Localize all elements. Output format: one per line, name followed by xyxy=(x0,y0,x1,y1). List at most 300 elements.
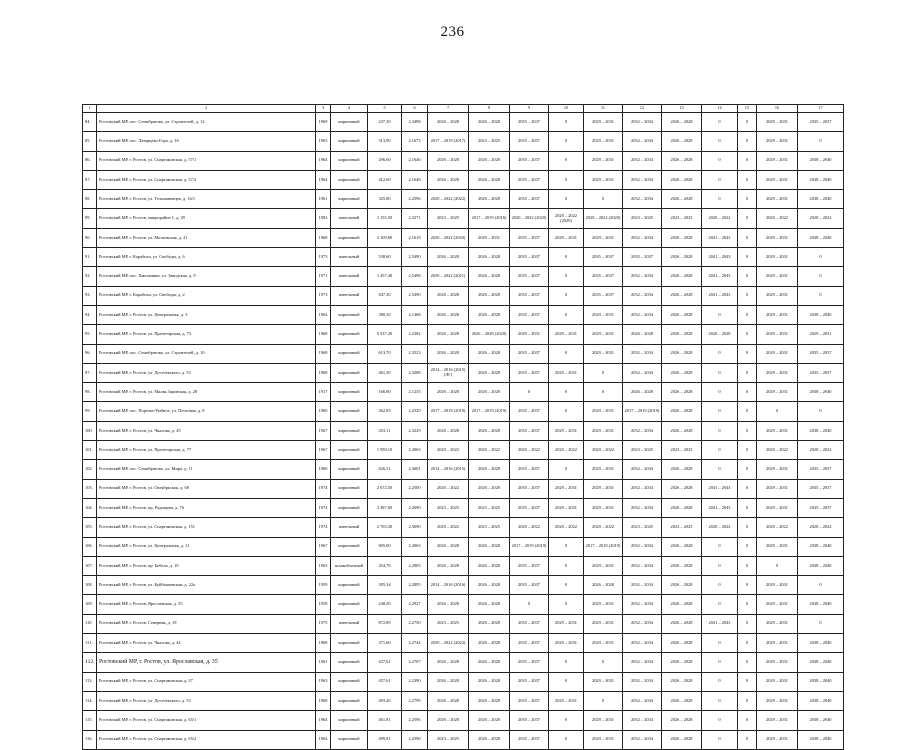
table-cell: 2029 – 2031 xyxy=(584,595,623,614)
table-cell: 2026 – 2028 xyxy=(469,421,510,440)
table-cell: 0 xyxy=(702,344,738,363)
table-cell: 2026 – 2028 xyxy=(623,325,662,344)
table-row xyxy=(83,402,844,421)
table-cell: 0 xyxy=(702,730,738,749)
table-cell: 1968 xyxy=(316,691,331,710)
table-cell: 1974 xyxy=(316,498,331,517)
table-cell: 2032 – 2034 xyxy=(623,479,662,498)
table-row xyxy=(83,170,844,189)
table-cell: 2020 – 2022 xyxy=(757,209,798,228)
table-cell: 1973 xyxy=(316,286,331,305)
table-cell: 2020 – 2022 xyxy=(549,518,584,537)
table-cell: 0 xyxy=(702,402,738,421)
column-number-cell: 10 xyxy=(549,105,584,113)
table-row xyxy=(83,151,844,170)
table-cell: 2035 – 2037 xyxy=(584,248,623,267)
table-cell: 1964 xyxy=(316,170,331,189)
table-cell: 2026 – 2028 xyxy=(469,479,510,498)
table-cell: 0 xyxy=(798,614,844,633)
table-cell: 0 xyxy=(549,595,584,614)
table-cell: 2029 – 2031 xyxy=(757,228,798,247)
table-cell: 0 xyxy=(702,363,738,382)
table-cell: 0 xyxy=(798,248,844,267)
table-cell: 2026 – 2028 xyxy=(662,228,702,247)
table-cell: 2041 – 2043 xyxy=(702,479,738,498)
table-cell: 2032 – 2034 xyxy=(623,151,662,170)
table-cell: 1967 xyxy=(316,441,331,460)
table-cell: 1971 xyxy=(316,267,331,286)
table-cell: 2020 – 2022 xyxy=(510,441,549,460)
table-cell: 2032 – 2034 xyxy=(623,228,662,247)
table-cell: 2029 – 2031 xyxy=(584,479,623,498)
table-row xyxy=(83,363,844,382)
row-number-cell: 104. xyxy=(83,498,97,517)
table-cell: 0 xyxy=(702,672,738,691)
table-cell: 0 xyxy=(549,556,584,575)
row-number-cell: 106. xyxy=(83,537,97,556)
table-cell: 2026 – 2028 xyxy=(469,537,510,556)
table-cell: 2032 – 2034 xyxy=(623,614,662,633)
table-cell: 2041 – 2043 xyxy=(702,286,738,305)
table-cell: 2,1646 xyxy=(402,151,428,170)
table-cell: 2026 – 2028 xyxy=(469,305,510,324)
table-cell: 1975 xyxy=(316,614,331,633)
table-cell: кирпичный xyxy=(331,383,368,402)
table-cell: 2,2895 xyxy=(402,576,428,595)
table-cell: 2035 – 2037 xyxy=(798,363,844,382)
address-cell: Ростовский МР, г. Ростов, ул. Ярославская, д. 35 xyxy=(97,653,316,672)
table-cell: 905,00 xyxy=(368,537,402,556)
table-cell: 1958 xyxy=(316,595,331,614)
table-cell: 1969 xyxy=(316,113,331,132)
table-cell: 2020 – 2022 (2020) xyxy=(510,209,549,228)
table-cell: 2026 – 2028 xyxy=(662,421,702,440)
address-cell: Ростовский МР, г. Ростов, ул. Пролетарская, д. 77 xyxy=(97,441,316,460)
table-cell: 0 xyxy=(702,634,738,653)
table-cell: 2023 – 2025 xyxy=(428,498,469,517)
table-cell: 2029 – 2031 xyxy=(549,363,584,382)
table-cell: 1967 xyxy=(316,537,331,556)
table-cell: 2020 – 2022 xyxy=(584,518,623,537)
table-cell: 0 xyxy=(738,595,757,614)
table-cell: 296,60 xyxy=(368,151,402,170)
table-row xyxy=(83,190,844,209)
table-cell: 2023 – 2025 xyxy=(662,518,702,537)
table-cell: 2026 – 2028 xyxy=(662,634,702,653)
table-cell: 0 xyxy=(702,421,738,440)
table-cell: 2026 – 2028 xyxy=(469,730,510,749)
table-cell: 2032 – 2034 xyxy=(623,344,662,363)
table-row xyxy=(83,537,844,556)
table-cell: 0 xyxy=(702,711,738,730)
table-cell: 0 xyxy=(738,209,757,228)
table-cell: 0 xyxy=(738,151,757,170)
table-cell: 2020 – 2022 xyxy=(584,441,623,460)
table-cell: 2029 – 2031 xyxy=(549,421,584,440)
table-cell: 2026 – 2028 xyxy=(662,479,702,498)
table-row xyxy=(83,595,844,614)
table-cell: 2026 – 2028 xyxy=(428,344,469,363)
table-cell: 2026 – 2028 xyxy=(469,344,510,363)
table-cell: кирпичный xyxy=(331,363,368,382)
table-cell: 1974 xyxy=(316,518,331,537)
table-cell: 2,2707 xyxy=(402,653,428,672)
table-cell: 2,1235 xyxy=(402,383,428,402)
column-number-cell: 13 xyxy=(662,105,702,113)
table-cell: кирпичный xyxy=(331,151,368,170)
table-cell: 0 xyxy=(549,151,584,170)
table-cell: 2023 – 2025 xyxy=(623,209,662,228)
table-cell: 847,30 xyxy=(368,286,402,305)
table-cell: 1964 xyxy=(316,730,331,749)
table-cell: 0 xyxy=(549,248,584,267)
column-number-cell: 3 xyxy=(316,105,331,113)
table-cell: 2035 – 2037 xyxy=(510,113,549,132)
table-cell: 1 457,40 xyxy=(368,267,402,286)
table-cell: 2035 – 2037 xyxy=(510,363,549,382)
address-cell: Ростовский МР, г. Ростов, ул. Куйбышевская, д. 22а xyxy=(97,576,316,595)
table-cell: 2029 – 2031 xyxy=(584,730,623,749)
table-cell: 2032 – 2034 xyxy=(623,730,662,749)
table-cell: 2020 – 2022 xyxy=(428,518,469,537)
row-number-cell: 85. xyxy=(83,132,97,151)
table-cell: 2 109,80 xyxy=(368,228,402,247)
row-number-cell: 109. xyxy=(83,595,97,614)
table-cell: панельный xyxy=(331,286,368,305)
table-cell: 2029 – 2031 xyxy=(757,672,798,691)
table-cell: 2029 – 2031 xyxy=(757,711,798,730)
table-cell: 2035 – 2037 xyxy=(510,576,549,595)
table-cell: 0 xyxy=(549,267,584,286)
table-cell: 248,50 xyxy=(368,595,402,614)
table-cell: 0 xyxy=(738,286,757,305)
table-cell: 2026 – 2028 xyxy=(428,421,469,440)
table-cell: 2,3288 xyxy=(402,363,428,382)
table-cell: 2029 – 2031 xyxy=(757,653,798,672)
table-cell: 626,31 xyxy=(368,460,402,479)
table-cell: 1968 xyxy=(316,325,331,344)
table-cell: 2029 – 2031 xyxy=(757,190,798,209)
table-cell: панельный xyxy=(331,267,368,286)
table-cell: 0 xyxy=(549,286,584,305)
table-cell: 2026 – 2028 xyxy=(662,653,702,672)
table-cell: 313,99 xyxy=(368,132,402,151)
table-cell: 2029 – 2031 xyxy=(757,363,798,382)
row-number-cell: 116. xyxy=(83,730,97,749)
table-cell: 2032 – 2034 xyxy=(623,653,662,672)
table-cell: 0 xyxy=(510,595,549,614)
table-cell: 2020 – 2022 (2020) xyxy=(584,209,623,228)
table-cell: 2026 – 2028 xyxy=(702,325,738,344)
row-number-cell: 92. xyxy=(83,267,97,286)
table-cell: 0 xyxy=(549,730,584,749)
row-number-cell: 91. xyxy=(83,248,97,267)
table-cell: кирпичный xyxy=(331,634,368,653)
table-cell: 1961 xyxy=(316,190,331,209)
table-cell: 2032 – 2034 xyxy=(623,286,662,305)
address-cell: Ростовский МР, г. Ростов, ул. Тельмановцев, д. 16/1 xyxy=(97,190,316,209)
table-cell: 0 xyxy=(738,363,757,382)
table-cell: 2026 – 2028 xyxy=(662,402,702,421)
table-cell: 2014 – 2016 (2016) xyxy=(428,576,469,595)
table-cell: 2029 – 2031 xyxy=(549,479,584,498)
table-cell: 0 xyxy=(584,190,623,209)
table-cell: 2026 – 2028 xyxy=(428,286,469,305)
table-cell: 2,5690 xyxy=(402,518,428,537)
table-cell: 2,2596 xyxy=(402,190,428,209)
table-cell: 2032 – 2034 xyxy=(623,132,662,151)
table-cell: 2029 – 2031 xyxy=(757,614,798,633)
address-cell: Ростовский МР, пос. Лазарцево-Гора, д. 16 xyxy=(97,132,316,151)
table-cell: 2017 – 2019 (2019) xyxy=(510,537,549,556)
table-cell: 2,5490 xyxy=(402,248,428,267)
row-number-cell: 94. xyxy=(83,305,97,324)
table-cell: 0 xyxy=(738,441,757,460)
table-row xyxy=(83,132,844,151)
table-cell: 2,2500 xyxy=(402,479,428,498)
row-number-cell: 97. xyxy=(83,363,97,382)
table-cell: 2,2063 xyxy=(402,441,428,460)
table-cell: 2020 – 2022 xyxy=(757,441,798,460)
table-cell: 0 xyxy=(738,634,757,653)
address-cell: Ростовский МР, г. Карабиха, ул. Свободы, д. 2 xyxy=(97,286,316,305)
table-cell: 2026 – 2028 xyxy=(428,711,469,730)
table-row xyxy=(83,267,844,286)
table-cell: 5 537,20 xyxy=(368,325,402,344)
table-cell: 0 xyxy=(702,576,738,595)
table-cell: 2,1646 xyxy=(402,170,428,189)
table-cell: 2023 – 2025 xyxy=(623,441,662,460)
table-cell: 2026 – 2028 xyxy=(469,576,510,595)
row-number-cell: 95. xyxy=(83,325,97,344)
table-cell: 380,30 xyxy=(368,305,402,324)
table-cell: 2026 – 2028 xyxy=(428,151,469,170)
table-cell: 0 xyxy=(510,383,549,402)
table-cell: 2032 – 2034 xyxy=(623,672,662,691)
address-cell: Ростовский МР, г. Ростов, ул. Центральная, д. 11 xyxy=(97,537,316,556)
table-cell: 0 xyxy=(702,190,738,209)
table-cell: 2026 – 2028 xyxy=(662,730,702,749)
table-cell: 1964 xyxy=(316,711,331,730)
table-cell: 2029 – 2031 xyxy=(469,228,510,247)
table-cell: 2041 – 2043 xyxy=(702,248,738,267)
row-number-cell: 108. xyxy=(83,576,97,595)
table-cell: кирпичный xyxy=(331,170,368,189)
table-cell: 2029 – 2031 xyxy=(584,305,623,324)
table-cell: панельный xyxy=(331,614,368,633)
table-cell: 2026 – 2028 xyxy=(469,595,510,614)
table-cell: 2038 – 2040 xyxy=(798,151,844,170)
table-cell: 2029 – 2031 xyxy=(584,421,623,440)
table-cell: 2035 – 2037 xyxy=(510,190,549,209)
table-cell: 2026 – 2028 xyxy=(469,170,510,189)
table-cell: 2029 – 2031 xyxy=(584,344,623,363)
table-cell: 0 xyxy=(549,576,584,595)
table-cell: 0 xyxy=(549,537,584,556)
table-cell: 2026 – 2028 xyxy=(428,113,469,132)
table-cell: 0 xyxy=(702,537,738,556)
table-cell: 0 xyxy=(584,691,623,710)
table-cell: 1964 xyxy=(316,305,331,324)
column-number-cell: 7 xyxy=(428,105,469,113)
column-number-cell: 5 xyxy=(368,105,402,113)
row-number-cell: 114. xyxy=(83,691,97,710)
table-cell: 2032 – 2034 xyxy=(623,190,662,209)
table-cell: 2026 – 2028 xyxy=(662,383,702,402)
table-cell: 166,00 xyxy=(368,383,402,402)
table-cell: 2035 – 2037 xyxy=(510,498,549,517)
table-cell: 412,60 xyxy=(368,170,402,189)
table-cell: 0 xyxy=(549,190,584,209)
table-cell: 0 xyxy=(738,383,757,402)
table-cell: 1917 xyxy=(316,383,331,402)
row-number-cell: 102. xyxy=(83,460,97,479)
table-cell: 2029 – 2031 xyxy=(757,691,798,710)
table-cell: 453,11 xyxy=(368,421,402,440)
table-cell: 2026 – 2028 xyxy=(662,248,702,267)
table-cell: 2020 – 2022 xyxy=(549,441,584,460)
table-cell: 2026 – 2028 xyxy=(428,672,469,691)
table-cell: 237,30 xyxy=(368,113,402,132)
table-cell: 0 xyxy=(798,402,844,421)
table-cell: 2026 – 2028 xyxy=(428,170,469,189)
address-cell: Ростовский МР, г. Ростов, пр. Радищева, д. 76 xyxy=(97,498,316,517)
table-cell: 2026 – 2028 (2020) xyxy=(469,325,510,344)
table-cell: 2,2905 xyxy=(402,556,428,575)
table-cell: 2035 – 2037 xyxy=(798,460,844,479)
table-row xyxy=(83,576,844,595)
address-cell: Ростовский МР, г. Ростов, ул. Спартаковская, д. 57/2 xyxy=(97,170,316,189)
table-cell: 2029 – 2031 xyxy=(584,228,623,247)
table-cell: 2032 – 2034 xyxy=(623,267,662,286)
table-cell: 872,89 xyxy=(368,614,402,633)
table-cell: 0 xyxy=(738,730,757,749)
table-cell: 2035 – 2037 xyxy=(510,228,549,247)
table-row xyxy=(83,228,844,247)
table-cell: 2035 – 2037 xyxy=(584,286,623,305)
table-cell: 2026 – 2028 xyxy=(584,576,623,595)
table-row xyxy=(83,113,844,132)
table-row xyxy=(83,325,844,344)
table-cell: 1967 xyxy=(316,421,331,440)
table-cell: 1983 xyxy=(316,209,331,228)
table-cell: 2029 – 2031 xyxy=(584,634,623,653)
table-cell: 1959 xyxy=(316,576,331,595)
table-cell: 0 xyxy=(757,402,798,421)
table-cell: 0 xyxy=(738,305,757,324)
table-cell: 2020 – 2022 xyxy=(469,441,510,460)
table-cell: 1968 xyxy=(316,228,331,247)
table-cell: 0 xyxy=(738,248,757,267)
table-cell: 2029 – 2031 xyxy=(757,151,798,170)
table-cell: 2026 – 2028 xyxy=(428,595,469,614)
table-cell: 2026 – 2028 xyxy=(662,711,702,730)
table-cell: кирпичный xyxy=(331,691,368,710)
table-cell: 0 xyxy=(798,576,844,595)
table-cell: 457,61 xyxy=(368,672,402,691)
table-cell: 2023 – 2025 xyxy=(662,209,702,228)
row-number-cell: 87. xyxy=(83,170,97,189)
table-cell: 2026 – 2028 xyxy=(469,634,510,653)
address-cell: Ростовский МР, пос. Семибратово, ул. Мира, д. 11 xyxy=(97,460,316,479)
table-cell: 2038 – 2040 xyxy=(798,421,844,440)
table-cell: 2026 – 2028 xyxy=(428,248,469,267)
table-cell: 2029 – 2031 xyxy=(584,672,623,691)
table-cell: шлакоблочный xyxy=(331,556,368,575)
table-cell: 2026 – 2028 xyxy=(662,305,702,324)
table-cell: 1961 xyxy=(316,653,331,672)
table-cell: 454,70 xyxy=(368,556,402,575)
table-cell: 2029 – 2031 xyxy=(510,325,549,344)
table-cell: 1963 xyxy=(316,132,331,151)
row-number-cell: 113. xyxy=(83,672,97,691)
table-cell: 2029 – 2031 xyxy=(584,132,623,151)
table-cell: 2026 – 2028 xyxy=(662,595,702,614)
row-number-cell: 98. xyxy=(83,383,97,402)
table-cell: 2,5498 xyxy=(402,267,428,286)
address-cell: Ростовский МР, г. Ростов, Ярославская, д. 55 xyxy=(97,595,316,614)
table-cell: 0 xyxy=(702,691,738,710)
address-cell: Ростовский МР, г. Ростов, ул. Московская, д. 21 xyxy=(97,228,316,247)
table-cell: 2032 – 2034 xyxy=(623,421,662,440)
table-cell: 2,5490 xyxy=(402,286,428,305)
table-cell: 0 xyxy=(738,325,757,344)
table-cell: 2035 – 2037 xyxy=(510,711,549,730)
table-row xyxy=(83,286,844,305)
table-cell: 0 xyxy=(738,479,757,498)
table-cell: 1960 xyxy=(316,460,331,479)
table-cell: кирпичный xyxy=(331,228,368,247)
table-cell: 2038 – 2040 xyxy=(798,383,844,402)
table-cell: 2029 – 2031 xyxy=(757,344,798,363)
table-cell: 2029 – 2031 xyxy=(798,325,844,344)
table-cell: 2038 – 2040 xyxy=(798,711,844,730)
table-cell: 2038 – 2040 xyxy=(798,634,844,653)
table-cell: 2020 – 2022 (2022) xyxy=(428,634,469,653)
table-cell: 2029 – 2031 xyxy=(757,498,798,517)
table-cell: кирпичный xyxy=(331,711,368,730)
table-cell: 325,80 xyxy=(368,190,402,209)
table-cell: кирпичный xyxy=(331,344,368,363)
table-row xyxy=(83,711,844,730)
table-cell: 2038 – 2040 xyxy=(798,190,844,209)
table-cell: 2032 – 2034 xyxy=(623,305,662,324)
table-cell: 3 387,60 xyxy=(368,498,402,517)
table-cell: 395,34 xyxy=(368,576,402,595)
table-cell: 2029 – 2031 xyxy=(757,730,798,749)
table-cell: 2032 – 2034 xyxy=(623,460,662,479)
table-cell: 0 xyxy=(702,653,738,672)
table-cell: кирпичный xyxy=(331,402,368,421)
table-cell: 0 xyxy=(798,286,844,305)
table-cell: 0 xyxy=(702,170,738,189)
column-number-cell: 6 xyxy=(402,105,428,113)
table-cell: 2035 – 2037 xyxy=(510,286,549,305)
table-cell: 2035 – 2037 xyxy=(798,344,844,363)
table-cell: 0 xyxy=(738,228,757,247)
table-cell: 0 xyxy=(738,653,757,672)
table-cell: 2029 – 2031 xyxy=(757,576,798,595)
table-cell: 2029 – 2031 xyxy=(584,151,623,170)
table-cell: 0 xyxy=(798,267,844,286)
table-cell: 2032 – 2034 xyxy=(623,498,662,517)
table-cell: 2029 – 2031 xyxy=(757,248,798,267)
table-cell: 2 763,30 xyxy=(368,518,402,537)
table-cell: 0 xyxy=(738,537,757,556)
table-cell: 2029 – 2031 xyxy=(757,132,798,151)
table-cell: 1963 xyxy=(316,556,331,575)
table-cell: 2032 – 2034 xyxy=(623,537,662,556)
